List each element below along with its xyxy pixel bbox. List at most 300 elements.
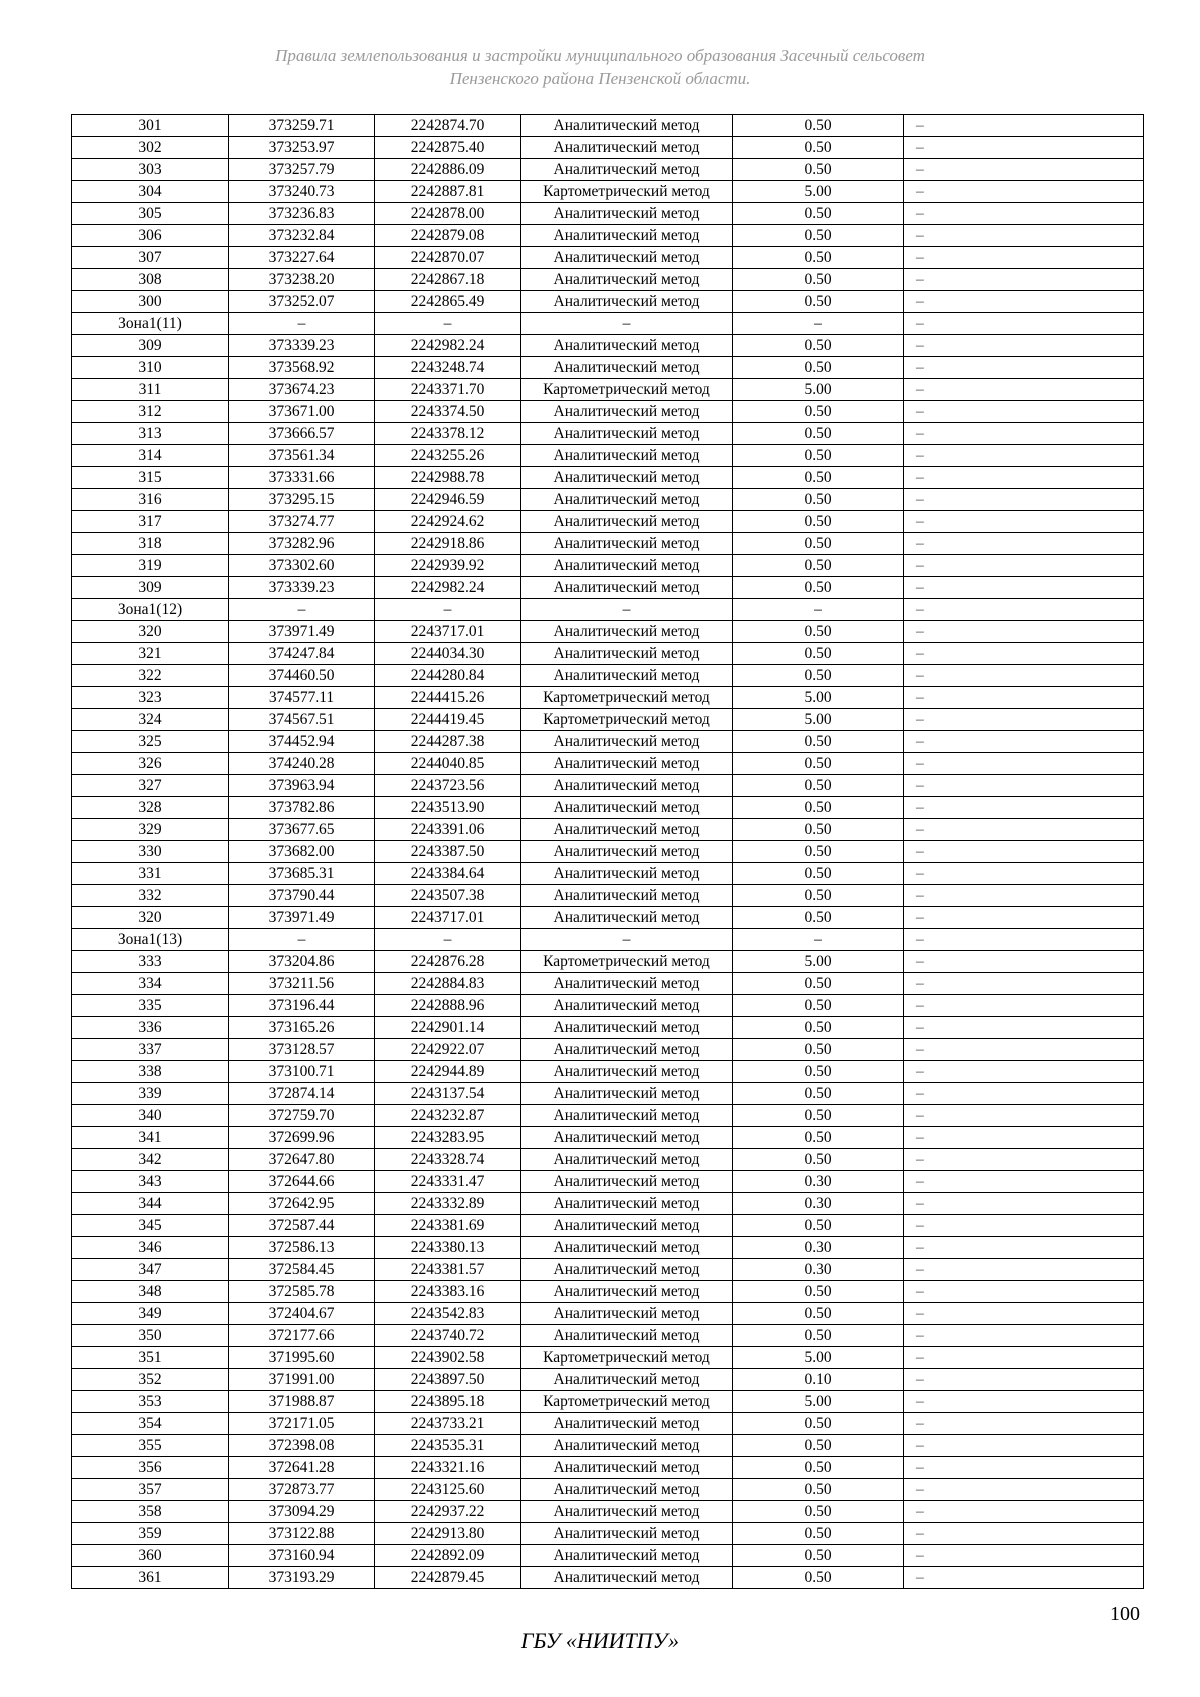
table-row (72, 1083, 1144, 1105)
table-row (72, 1061, 1144, 1083)
note-cell: – (904, 1061, 1144, 1083)
point-number-cell: 326 (72, 753, 229, 775)
table-row (72, 907, 1144, 929)
note-cell: – (904, 1215, 1144, 1237)
accuracy-cell: 0.50 (733, 1567, 904, 1589)
note-cell: – (904, 709, 1144, 731)
x-coordinate-cell: – (229, 313, 375, 335)
note-cell: – (904, 599, 1144, 621)
note-cell: – (904, 995, 1144, 1017)
accuracy-cell: 5.00 (733, 951, 904, 973)
point-number-cell: 338 (72, 1061, 229, 1083)
note-cell: – (904, 1413, 1144, 1435)
point-number-cell: 309 (72, 577, 229, 599)
method-cell: Аналитический метод (521, 1061, 733, 1083)
method-cell: Аналитический метод (521, 1457, 733, 1479)
note-cell: – (904, 643, 1144, 665)
note-cell: – (904, 1479, 1144, 1501)
table-row (72, 687, 1144, 709)
x-coordinate-cell: 372759.70 (229, 1105, 375, 1127)
x-coordinate-cell: 371991.00 (229, 1369, 375, 1391)
y-coordinate-cell: 2242939.92 (375, 555, 521, 577)
table-row (72, 885, 1144, 907)
x-coordinate-cell: 373963.94 (229, 775, 375, 797)
method-cell: Аналитический метод (521, 1369, 733, 1391)
accuracy-cell: 0.50 (733, 1501, 904, 1523)
accuracy-cell: 0.50 (733, 159, 904, 181)
x-coordinate-cell: 373331.66 (229, 467, 375, 489)
table-row (72, 379, 1144, 401)
accuracy-cell: 0.30 (733, 1193, 904, 1215)
table-row (72, 1237, 1144, 1259)
y-coordinate-cell: 2242892.09 (375, 1545, 521, 1567)
accuracy-cell: 0.50 (733, 445, 904, 467)
point-number-cell: 316 (72, 489, 229, 511)
x-coordinate-cell: 373128.57 (229, 1039, 375, 1061)
table-row (72, 203, 1144, 225)
y-coordinate-cell: 2242944.89 (375, 1061, 521, 1083)
note-cell: – (904, 731, 1144, 753)
point-number-cell: 304 (72, 181, 229, 203)
method-cell: Картометрический метод (521, 687, 733, 709)
note-cell: – (904, 753, 1144, 775)
point-number-cell: 320 (72, 907, 229, 929)
y-coordinate-cell: 2243902.58 (375, 1347, 521, 1369)
y-coordinate-cell: 2243723.56 (375, 775, 521, 797)
table-row (72, 1039, 1144, 1061)
y-coordinate-cell: 2242876.28 (375, 951, 521, 973)
note-cell: – (904, 885, 1144, 907)
accuracy-cell: 0.50 (733, 115, 904, 137)
note-cell: – (904, 1369, 1144, 1391)
y-coordinate-cell: 2242875.40 (375, 137, 521, 159)
table-row (72, 467, 1144, 489)
y-coordinate-cell: 2242988.78 (375, 467, 521, 489)
point-number-cell: 348 (72, 1281, 229, 1303)
method-cell: Аналитический метод (521, 753, 733, 775)
accuracy-cell: 0.50 (733, 269, 904, 291)
y-coordinate-cell: 2243381.57 (375, 1259, 521, 1281)
x-coordinate-cell: 372699.96 (229, 1127, 375, 1149)
note-cell: – (904, 445, 1144, 467)
x-coordinate-cell: 373682.00 (229, 841, 375, 863)
accuracy-cell: 5.00 (733, 181, 904, 203)
x-coordinate-cell: 373240.73 (229, 181, 375, 203)
table-row (72, 555, 1144, 577)
y-coordinate-cell: 2242886.09 (375, 159, 521, 181)
method-cell: Картометрический метод (521, 1347, 733, 1369)
x-coordinate-cell: 373971.49 (229, 907, 375, 929)
note-cell: – (904, 1237, 1144, 1259)
note-cell: – (904, 1303, 1144, 1325)
table-row (72, 709, 1144, 731)
note-cell: – (904, 1501, 1144, 1523)
table-row (72, 577, 1144, 599)
accuracy-cell: 0.30 (733, 1171, 904, 1193)
x-coordinate-cell: 373782.86 (229, 797, 375, 819)
note-cell: – (904, 357, 1144, 379)
table-row (72, 797, 1144, 819)
y-coordinate-cell: 2243328.74 (375, 1149, 521, 1171)
accuracy-cell: 0.50 (733, 577, 904, 599)
method-cell: Аналитический метод (521, 269, 733, 291)
point-number-cell: 361 (72, 1567, 229, 1589)
method-cell: Аналитический метод (521, 1017, 733, 1039)
x-coordinate-cell: 372177.66 (229, 1325, 375, 1347)
method-cell: Аналитический метод (521, 775, 733, 797)
x-coordinate-cell: 372586.13 (229, 1237, 375, 1259)
method-cell: Аналитический метод (521, 1501, 733, 1523)
note-cell: – (904, 511, 1144, 533)
accuracy-cell: 0.50 (733, 489, 904, 511)
table-row (72, 1105, 1144, 1127)
method-cell: Аналитический метод (521, 291, 733, 313)
note-cell: – (904, 1435, 1144, 1457)
point-number-cell: Зона1(11) (72, 313, 229, 335)
table-row (72, 1501, 1144, 1523)
y-coordinate-cell: – (375, 929, 521, 951)
x-coordinate-cell: 373302.60 (229, 555, 375, 577)
table-row (72, 1523, 1144, 1545)
accuracy-cell: 0.50 (733, 1457, 904, 1479)
x-coordinate-cell: 371988.87 (229, 1391, 375, 1413)
accuracy-cell: 0.50 (733, 357, 904, 379)
point-number-cell: 331 (72, 863, 229, 885)
accuracy-cell: 0.50 (733, 335, 904, 357)
point-number-cell: 322 (72, 665, 229, 687)
accuracy-cell: 0.50 (733, 1061, 904, 1083)
y-coordinate-cell: 2242901.14 (375, 1017, 521, 1039)
method-cell: Аналитический метод (521, 511, 733, 533)
note-cell: – (904, 863, 1144, 885)
accuracy-cell: 0.50 (733, 819, 904, 841)
accuracy-cell: 0.50 (733, 1039, 904, 1061)
y-coordinate-cell: 2243331.47 (375, 1171, 521, 1193)
method-cell: Аналитический метод (521, 1523, 733, 1545)
accuracy-cell: 0.50 (733, 423, 904, 445)
x-coordinate-cell: 373339.23 (229, 335, 375, 357)
note-cell: – (904, 1545, 1144, 1567)
x-coordinate-cell: 372584.45 (229, 1259, 375, 1281)
x-coordinate-cell: 374460.50 (229, 665, 375, 687)
table-row (72, 137, 1144, 159)
method-cell: Аналитический метод (521, 555, 733, 577)
accuracy-cell: 0.50 (733, 775, 904, 797)
accuracy-cell: 0.50 (733, 401, 904, 423)
x-coordinate-cell: 374577.11 (229, 687, 375, 709)
point-number-cell: 341 (72, 1127, 229, 1149)
header-line-1: Правила землепользования и застройки муниципального образования Засечный сельсовет (275, 46, 925, 65)
page-number: 100 (1110, 1603, 1140, 1625)
point-number-cell: 310 (72, 357, 229, 379)
x-coordinate-cell: 373257.79 (229, 159, 375, 181)
table-row (72, 819, 1144, 841)
point-number-cell: 354 (72, 1413, 229, 1435)
y-coordinate-cell: 2242913.80 (375, 1523, 521, 1545)
note-cell: – (904, 137, 1144, 159)
y-coordinate-cell: 2242874.70 (375, 115, 521, 137)
y-coordinate-cell: 2242918.86 (375, 533, 521, 555)
point-number-cell: 325 (72, 731, 229, 753)
x-coordinate-cell: – (229, 599, 375, 621)
table-row (72, 159, 1144, 181)
point-number-cell: Зона1(13) (72, 929, 229, 951)
note-cell: – (904, 907, 1144, 929)
header-line-2: Пензенского района Пензенской области. (449, 69, 751, 88)
point-number-cell: 351 (72, 1347, 229, 1369)
table-row (72, 1391, 1144, 1413)
point-number-cell: 309 (72, 335, 229, 357)
method-cell: Аналитический метод (521, 1303, 733, 1325)
note-cell: – (904, 687, 1144, 709)
y-coordinate-cell: 2243897.50 (375, 1369, 521, 1391)
accuracy-cell: 5.00 (733, 1391, 904, 1413)
y-coordinate-cell: 2242922.07 (375, 1039, 521, 1061)
accuracy-cell: 5.00 (733, 709, 904, 731)
y-coordinate-cell: – (375, 599, 521, 621)
x-coordinate-cell: 372874.14 (229, 1083, 375, 1105)
point-number-cell: 334 (72, 973, 229, 995)
note-cell: – (904, 1347, 1144, 1369)
accuracy-cell: 0.50 (733, 665, 904, 687)
method-cell: Картометрический метод (521, 709, 733, 731)
method-cell: Аналитический метод (521, 1215, 733, 1237)
note-cell: – (904, 1523, 1144, 1545)
y-coordinate-cell: 2242887.81 (375, 181, 521, 203)
x-coordinate-cell: 372587.44 (229, 1215, 375, 1237)
table-row (72, 489, 1144, 511)
x-coordinate-cell: 373160.94 (229, 1545, 375, 1567)
accuracy-cell: 0.50 (733, 1523, 904, 1545)
y-coordinate-cell: 2243232.87 (375, 1105, 521, 1127)
accuracy-cell: 0.50 (733, 1149, 904, 1171)
x-coordinate-cell: 372873.77 (229, 1479, 375, 1501)
accuracy-cell: 0.50 (733, 291, 904, 313)
y-coordinate-cell: 2243733.21 (375, 1413, 521, 1435)
x-coordinate-cell: 374240.28 (229, 753, 375, 775)
y-coordinate-cell: 2243383.16 (375, 1281, 521, 1303)
x-coordinate-cell: 373165.26 (229, 1017, 375, 1039)
table-row (72, 1347, 1144, 1369)
x-coordinate-cell: 373971.49 (229, 621, 375, 643)
point-number-cell: 340 (72, 1105, 229, 1127)
accuracy-cell: 0.50 (733, 731, 904, 753)
x-coordinate-cell: 373100.71 (229, 1061, 375, 1083)
accuracy-cell: 0.50 (733, 1083, 904, 1105)
method-cell: Аналитический метод (521, 1105, 733, 1127)
method-cell: Аналитический метод (521, 1325, 733, 1347)
method-cell: Аналитический метод (521, 643, 733, 665)
accuracy-cell: 0.50 (733, 1281, 904, 1303)
table-row (72, 247, 1144, 269)
table-row (72, 1413, 1144, 1435)
note-cell: – (904, 1083, 1144, 1105)
point-number-cell: 345 (72, 1215, 229, 1237)
method-cell: Аналитический метод (521, 335, 733, 357)
accuracy-cell: 0.50 (733, 533, 904, 555)
y-coordinate-cell: 2242879.45 (375, 1567, 521, 1589)
y-coordinate-cell: 2243255.26 (375, 445, 521, 467)
table-row (72, 357, 1144, 379)
x-coordinate-cell: 372404.67 (229, 1303, 375, 1325)
method-cell: Аналитический метод (521, 357, 733, 379)
accuracy-cell: 0.10 (733, 1369, 904, 1391)
point-number-cell: 353 (72, 1391, 229, 1413)
point-number-cell: 350 (72, 1325, 229, 1347)
y-coordinate-cell: 2244415.26 (375, 687, 521, 709)
table-row (72, 1193, 1144, 1215)
method-cell: Аналитический метод (521, 621, 733, 643)
x-coordinate-cell: 372644.66 (229, 1171, 375, 1193)
table-row (72, 863, 1144, 885)
table-row (72, 181, 1144, 203)
point-number-cell: 319 (72, 555, 229, 577)
footer-organization: ГБУ «НИИТПУ» (520, 1628, 680, 1653)
y-coordinate-cell: 2243717.01 (375, 621, 521, 643)
y-coordinate-cell: 2244287.38 (375, 731, 521, 753)
table-row (72, 665, 1144, 687)
coordinates-table (71, 114, 1144, 1589)
point-number-cell: 335 (72, 995, 229, 1017)
accuracy-cell: 0.50 (733, 1105, 904, 1127)
accuracy-cell: – (733, 929, 904, 951)
accuracy-cell: 5.00 (733, 1347, 904, 1369)
table-row (72, 225, 1144, 247)
note-cell: – (904, 423, 1144, 445)
accuracy-cell: 0.50 (733, 467, 904, 489)
accuracy-cell: 0.50 (733, 1435, 904, 1457)
note-cell: – (904, 291, 1144, 313)
y-coordinate-cell: 2243387.50 (375, 841, 521, 863)
y-coordinate-cell: 2243381.69 (375, 1215, 521, 1237)
accuracy-cell: 0.50 (733, 1127, 904, 1149)
point-number-cell: 303 (72, 159, 229, 181)
note-cell: – (904, 1039, 1144, 1061)
point-number-cell: 321 (72, 643, 229, 665)
x-coordinate-cell: 373252.07 (229, 291, 375, 313)
accuracy-cell: 0.50 (733, 247, 904, 269)
accuracy-cell: – (733, 313, 904, 335)
method-cell: Картометрический метод (521, 951, 733, 973)
method-cell: Аналитический метод (521, 225, 733, 247)
x-coordinate-cell: 373253.97 (229, 137, 375, 159)
method-cell: Аналитический метод (521, 1567, 733, 1589)
accuracy-cell: 0.30 (733, 1259, 904, 1281)
point-number-cell: 360 (72, 1545, 229, 1567)
table-row (72, 841, 1144, 863)
point-number-cell: 312 (72, 401, 229, 423)
accuracy-cell: 0.50 (733, 643, 904, 665)
table-row (72, 599, 1144, 621)
method-cell: Аналитический метод (521, 577, 733, 599)
method-cell: – (521, 313, 733, 335)
x-coordinate-cell: 373122.88 (229, 1523, 375, 1545)
table-row (72, 1479, 1144, 1501)
point-number-cell: 328 (72, 797, 229, 819)
table-row (72, 775, 1144, 797)
x-coordinate-cell: 373236.83 (229, 203, 375, 225)
point-number-cell: 300 (72, 291, 229, 313)
note-cell: – (904, 247, 1144, 269)
table-row (72, 313, 1144, 335)
method-cell: Аналитический метод (521, 665, 733, 687)
table-row (72, 951, 1144, 973)
note-cell: – (904, 1193, 1144, 1215)
y-coordinate-cell: 2242870.07 (375, 247, 521, 269)
table-row (72, 1457, 1144, 1479)
accuracy-cell: 0.50 (733, 555, 904, 577)
x-coordinate-cell: 373339.23 (229, 577, 375, 599)
note-cell: – (904, 1017, 1144, 1039)
note-cell: – (904, 1171, 1144, 1193)
y-coordinate-cell: 2244419.45 (375, 709, 521, 731)
point-number-cell: 358 (72, 1501, 229, 1523)
table-row (72, 401, 1144, 423)
table-row (72, 1303, 1144, 1325)
point-number-cell: 313 (72, 423, 229, 445)
x-coordinate-cell: 373274.77 (229, 511, 375, 533)
method-cell: Аналитический метод (521, 401, 733, 423)
point-number-cell: 311 (72, 379, 229, 401)
table-row (72, 1149, 1144, 1171)
y-coordinate-cell: 2243384.64 (375, 863, 521, 885)
y-coordinate-cell: 2242867.18 (375, 269, 521, 291)
accuracy-cell: – (733, 599, 904, 621)
accuracy-cell: 5.00 (733, 379, 904, 401)
accuracy-cell: 0.50 (733, 995, 904, 1017)
x-coordinate-cell: 373295.15 (229, 489, 375, 511)
method-cell: Аналитический метод (521, 445, 733, 467)
y-coordinate-cell: 2242982.24 (375, 335, 521, 357)
note-cell: – (904, 1105, 1144, 1127)
point-number-cell: 327 (72, 775, 229, 797)
note-cell: – (904, 181, 1144, 203)
accuracy-cell: 0.50 (733, 203, 904, 225)
y-coordinate-cell: 2243542.83 (375, 1303, 521, 1325)
y-coordinate-cell: 2242924.62 (375, 511, 521, 533)
accuracy-cell: 0.30 (733, 1237, 904, 1259)
y-coordinate-cell: 2243513.90 (375, 797, 521, 819)
method-cell: Аналитический метод (521, 907, 733, 929)
point-number-cell: 333 (72, 951, 229, 973)
method-cell: Аналитический метод (521, 863, 733, 885)
method-cell: Аналитический метод (521, 1083, 733, 1105)
note-cell: – (904, 1567, 1144, 1589)
point-number-cell: 307 (72, 247, 229, 269)
point-number-cell: 305 (72, 203, 229, 225)
x-coordinate-cell: 373790.44 (229, 885, 375, 907)
table-row (72, 445, 1144, 467)
note-cell: – (904, 775, 1144, 797)
accuracy-cell: 0.50 (733, 137, 904, 159)
accuracy-cell: 0.50 (733, 1017, 904, 1039)
y-coordinate-cell: 2243717.01 (375, 907, 521, 929)
note-cell: – (904, 335, 1144, 357)
accuracy-cell: 0.50 (733, 1413, 904, 1435)
y-coordinate-cell: 2244034.30 (375, 643, 521, 665)
method-cell: Аналитический метод (521, 1413, 733, 1435)
table-row (72, 1369, 1144, 1391)
note-cell: – (904, 1391, 1144, 1413)
table-row (72, 1017, 1144, 1039)
point-number-cell: 336 (72, 1017, 229, 1039)
y-coordinate-cell: 2242937.22 (375, 1501, 521, 1523)
point-number-cell: 355 (72, 1435, 229, 1457)
note-cell: – (904, 159, 1144, 181)
table-row (72, 115, 1144, 137)
x-coordinate-cell: 373196.44 (229, 995, 375, 1017)
note-cell: – (904, 1457, 1144, 1479)
